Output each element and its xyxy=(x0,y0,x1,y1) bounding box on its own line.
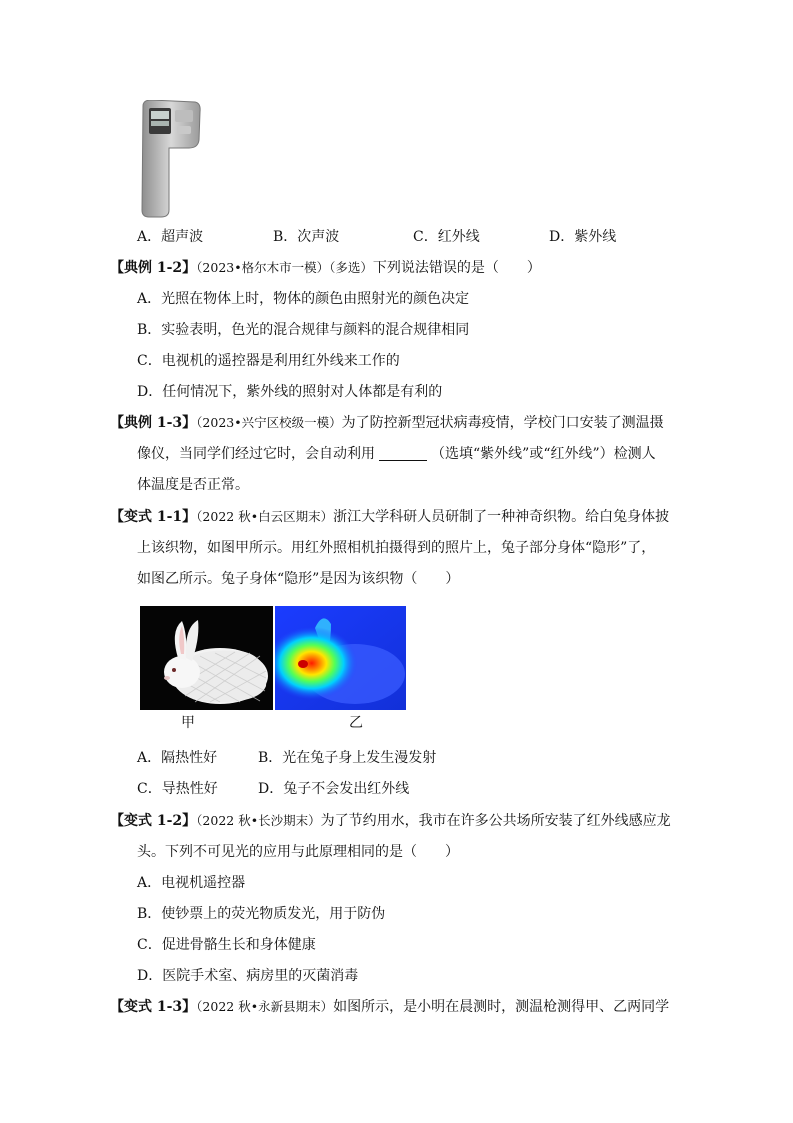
stem-text: 像仪，当同学们经过它时，会自动利用 xyxy=(137,446,375,462)
question-tag: 【变式 1-3】 xyxy=(110,999,197,1015)
question-4-line-2: 头。下列不可见光的应用与此原理相同的是（ ） xyxy=(137,844,459,860)
option-b: B．光在兔子身上发生漫发射 xyxy=(258,750,437,766)
option-d: D．紫外线 xyxy=(549,229,617,245)
question-tag: 【典例 1-3】 xyxy=(110,415,197,431)
option-a: A．隔热性好 xyxy=(137,750,218,766)
option-d: D．兔子不会发出红外线 xyxy=(258,781,410,797)
question-source: （2022 秋•长沙期末） xyxy=(196,813,321,828)
question-stem: 如图所示，是小明在晨测时，测温枪测得甲、乙两同学 xyxy=(333,999,670,1015)
question-3-line-3: 如图乙所示。兔子身体“隐形”是因为该织物（ ） xyxy=(137,571,460,587)
question-1-header xyxy=(110,258,541,278)
answer-blank xyxy=(379,446,427,461)
option-b: B．实验表明，色光的混合规律与颜料的混合规律相同 xyxy=(137,322,470,338)
question-2-line-2 xyxy=(137,444,656,464)
figure-caption-jia: 甲 xyxy=(181,715,195,731)
option-a: A．电视机遥控器 xyxy=(137,875,246,891)
option-a: A．光照在物体上时，物体的颜色由照射光的颜色决定 xyxy=(137,291,470,307)
option-a: A．超声波 xyxy=(137,229,204,245)
question-source: （2023•格尔木市一模）（多选） xyxy=(196,260,373,275)
question-5-header xyxy=(110,997,669,1017)
question-stem: 浙江大学科研人员研制了一种神奇织物。给白兔身体披 xyxy=(333,509,670,525)
option-c: C．电视机的遥控器是利用红外线来工作的 xyxy=(137,353,400,369)
option-b: B．使钞票上的荧光物质发光，用于防伪 xyxy=(137,906,386,922)
question-stem: 为了防控新型冠状病毒疫情，学校门口安装了测温摄 xyxy=(341,415,664,431)
stem-text: （选填“紫外线”或“红外线”）检测人 xyxy=(431,446,656,462)
question-3-header xyxy=(110,507,669,527)
question-2-line-3: 体温度是否正常。 xyxy=(137,477,249,493)
question-stem: 为了节约用水，我市在许多公共场所安装了红外线感应龙 xyxy=(320,813,671,829)
infrared-rabbit-photo xyxy=(275,606,406,710)
question-tag: 【变式 1-2】 xyxy=(110,813,197,829)
question-stem: 下列说法错误的是（ ） xyxy=(372,260,541,276)
option-d: D．任何情况下，紫外线的照射对人体都是有利的 xyxy=(137,384,443,400)
question-source: （2023•兴宁区校级一模） xyxy=(196,415,342,430)
question-tag: 【典例 1-2】 xyxy=(110,260,197,276)
question-4-header xyxy=(110,811,671,831)
option-c: C．导热性好 xyxy=(137,781,218,797)
question-3-line-2: 上该织物，如图甲所示。用红外照相机拍摄得到的照片上，兔子部分身体“隐形”了， xyxy=(137,540,656,556)
question-source: （2022 秋•白云区期末） xyxy=(196,509,334,524)
question-source: （2022 秋•永新县期末） xyxy=(196,999,334,1014)
question-tag: 【变式 1-1】 xyxy=(110,509,197,525)
white-rabbit-photo xyxy=(140,606,273,710)
option-c: C．促进骨骼生长和身体健康 xyxy=(137,937,316,953)
option-b: B．次声波 xyxy=(273,229,340,245)
option-d: D．医院手术室、病房里的灭菌消毒 xyxy=(137,968,359,984)
infrared-thermometer-image xyxy=(139,100,201,218)
question-2-header xyxy=(110,413,664,433)
figure-caption-yi: 乙 xyxy=(349,715,363,731)
option-c: C．红外线 xyxy=(413,229,480,245)
